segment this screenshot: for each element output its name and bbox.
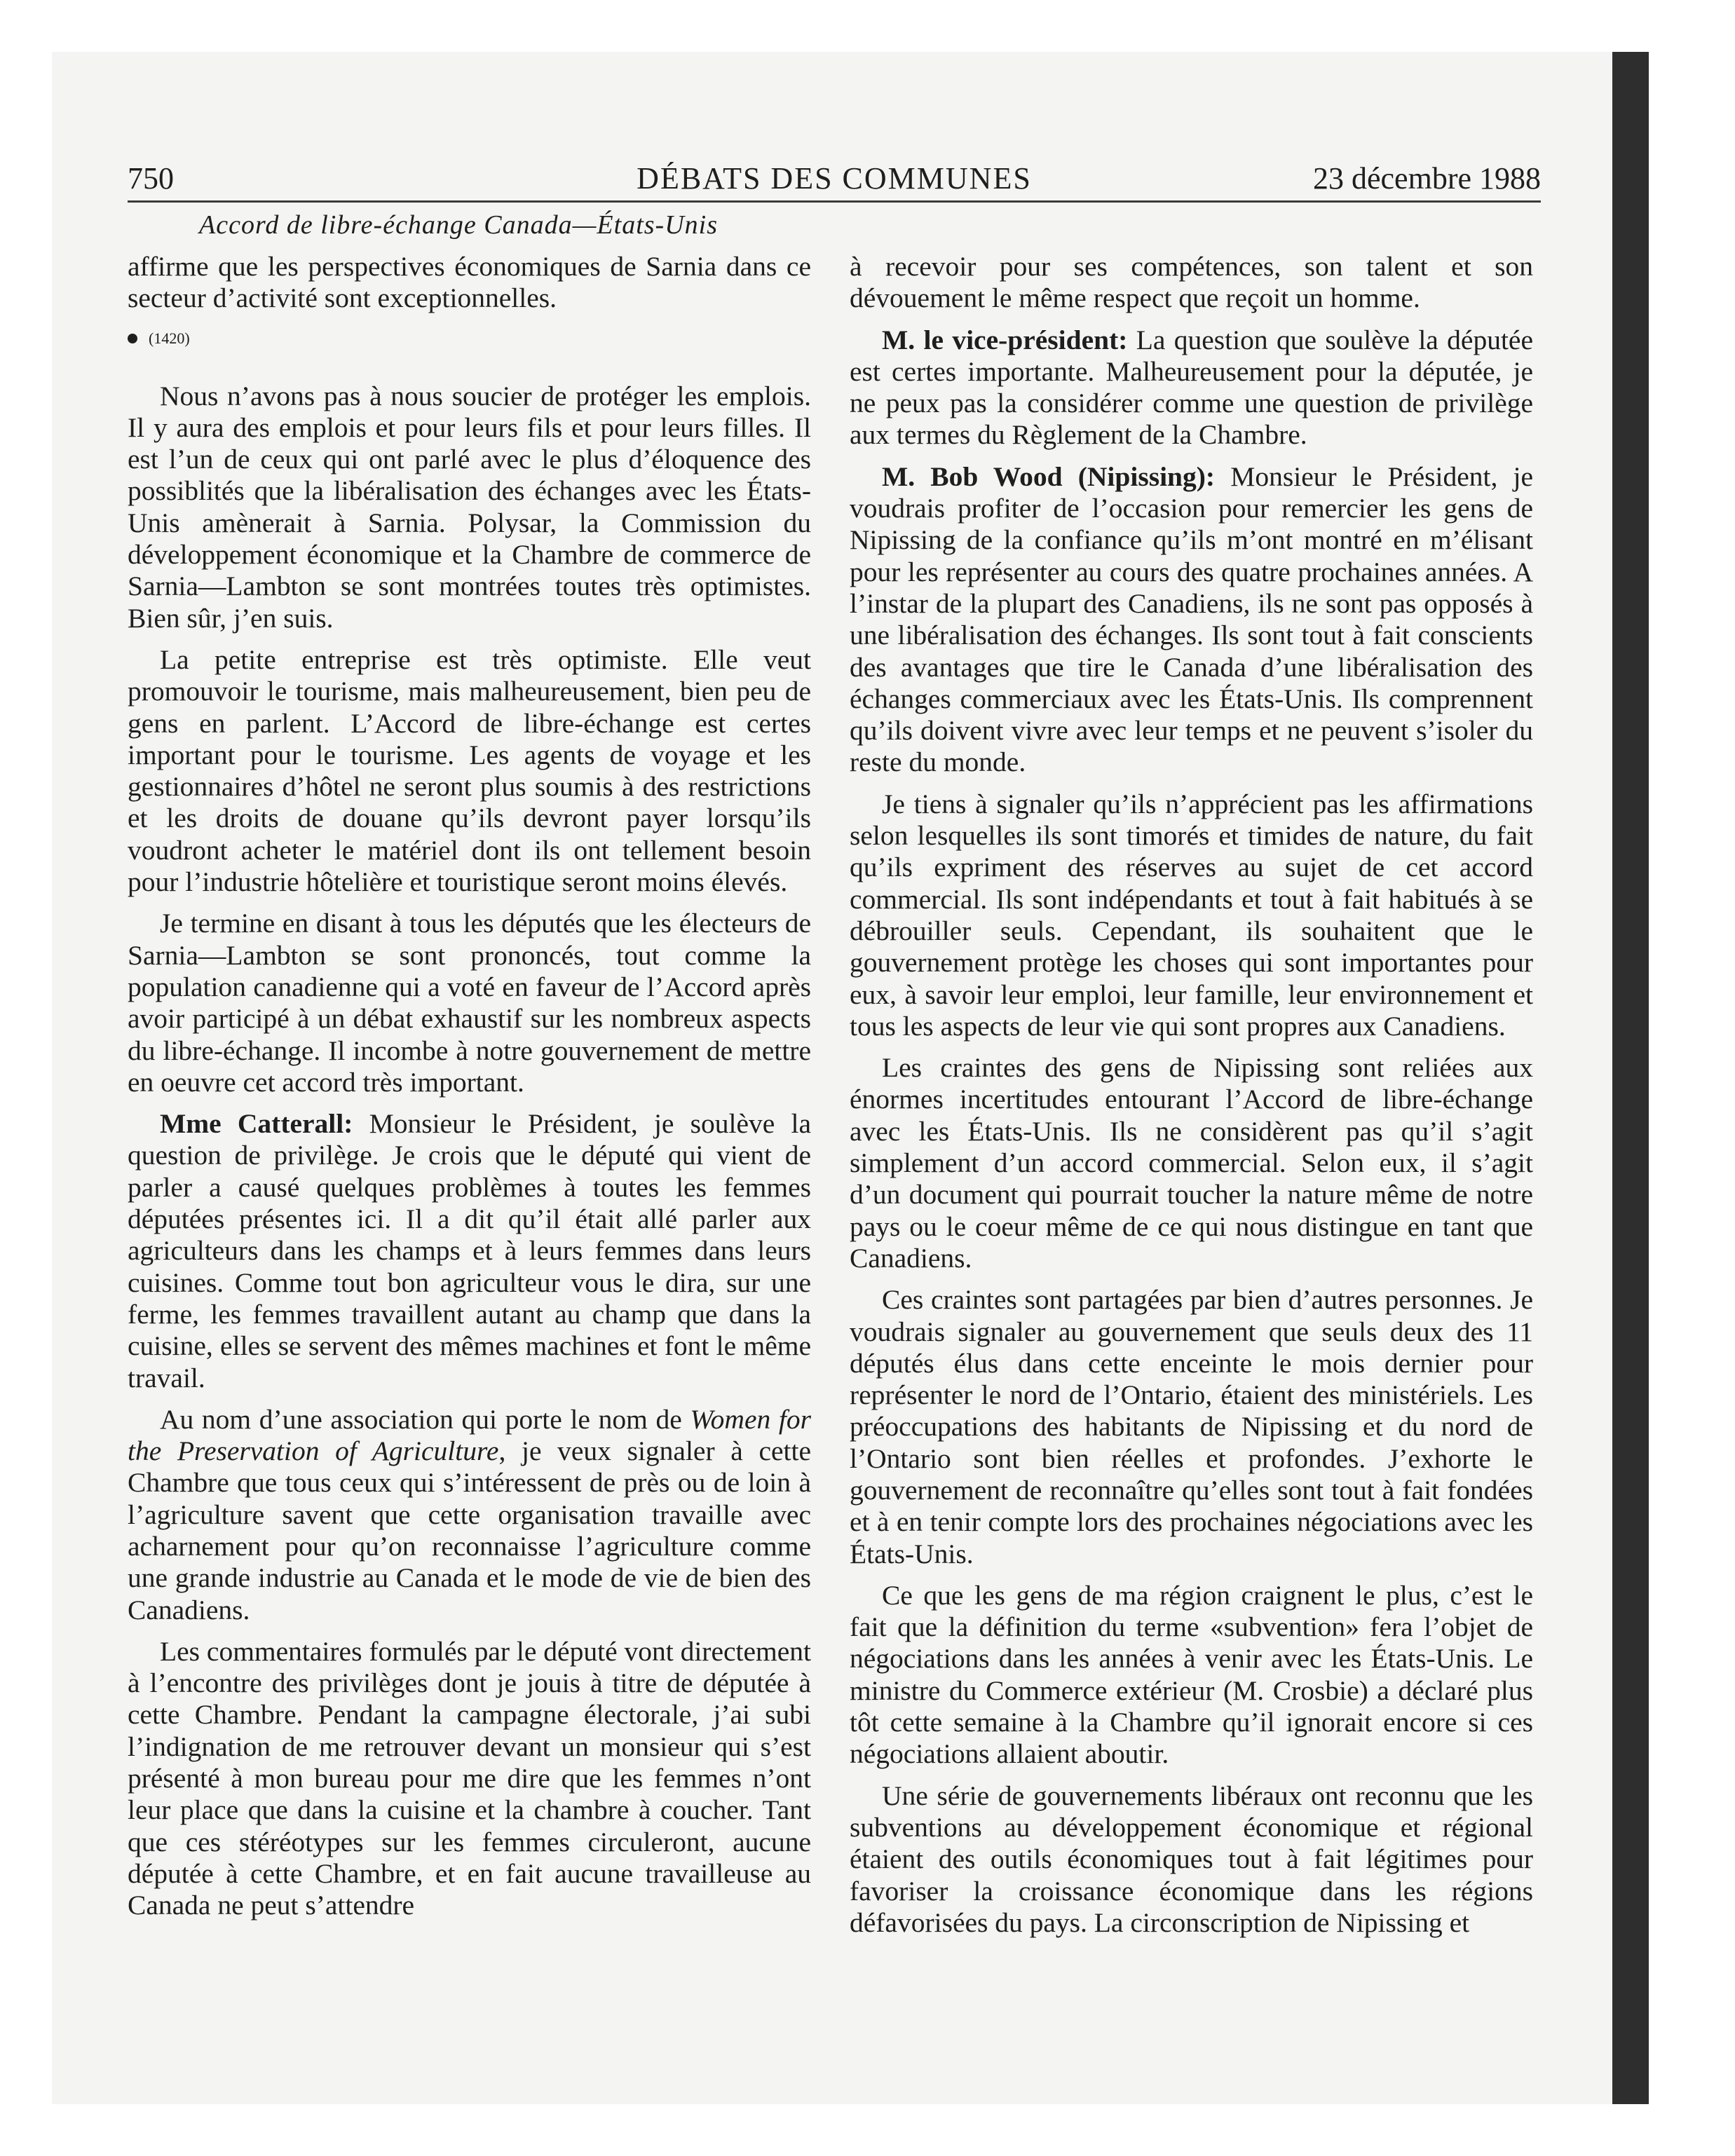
speaker-name: Mme Catterall:	[160, 1108, 353, 1140]
page-number: 750	[128, 161, 174, 196]
bullet-icon	[128, 334, 137, 343]
speech-paragraph	[850, 325, 1533, 451]
time-marker	[128, 325, 811, 353]
paragraph: La petite entreprise est très optimiste. Elle veut promouvoir le tourisme, mais malheureusement, bien peu de gens en parlent. L’Accord de libre-échange est certes important pour le tourisme. Les agents de voyage et les gestionnaires d’hôtel ne seront plus soumis à des restrictions et les droits de douane qu’ils devront payer lorsqu’ils voudront acheter le matériel dont ils ont tellement besoin pour l’industrie hôtelière et touristique seront moins élevés.	[128, 643, 811, 898]
paragraph: Je tiens à signaler qu’ils n’apprécient pas les affirmations selon lesquelles ils sont timorés et timides de nature, du fait qu’ils expriment des réserves au sujet de cet accord commercial. Ils sont indépendants et tout à fait habitués à se débrouiller seuls. Cependant, ils souhaitent que le gouvernement protège les choses qui sont importantes pour eux, à savoir leur emploi, leur famille, leur environnement et tous les aspects de leur vie qui sont propres aux Canadiens.	[850, 788, 1533, 1042]
paragraph: Les commentaires formulés par le député vont directement à l’encontre des privilèges dont je jouis à titre de députée à cette Chambre. Pendant la campagne électorale, j’ai subi l’indignation de me retrouver devant un monsieur qui s’est présenté à mon bureau pour me dire que les femmes n’ont leur place que dans la cuisine et la chambre à coucher. Tant que ces stéréotypes sur les femmes circuleront, aucune députée à cette Chambre, et en fait aucune travailleuse au Canada ne peut s’attendre	[128, 1635, 812, 1921]
speech-text: Monsieur le Président, je soulève la question de privilège. Je crois que le député qui vient de parler a causé quelques problèmes à toutes les femmes députées présentes ici. Il a dit qu’il était allé parler aux agriculteurs dans les champs et à leurs femmes dans leurs cuisines. Comme tout bon agriculteur vous le dira, sur une ferme, les femmes travaillent autant au champ que dans la cuisine, elles se servent des mêmes machines et font le même travail.	[128, 1108, 811, 1393]
issue-date: 23 décembre 1988	[1313, 161, 1541, 196]
time-marker-label: (1420)	[149, 329, 190, 347]
paragraph-text: , je veux signaler à cette Chambre que tous ceux qui s’intéressent de près ou de loin à l’agriculture savent que cette organisation travaille avec acharnement pour qu’on reconnaisse l’agriculture comme une grande industrie au Canada et le mode de vie de bien des Canadiens.	[128, 1435, 812, 1625]
speaker-name: M. Bob Wood (Nipissing):	[882, 460, 1216, 492]
paragraph-text: Au nom d’une association qui porte le nom de	[160, 1403, 690, 1435]
paragraph: à recevoir pour ses compétences, son talent et son dévouement le même respect que reçoit un homme.	[850, 251, 1533, 314]
page-header	[128, 158, 1541, 203]
speech-paragraph	[850, 461, 1533, 779]
speech-text: Monsieur le Président, je voudrais profiter de l’occasion pour remercier les gens de Nipissing de la confiance qu’ils m’ont montré en m’élisant pour les représenter au cours des quatre prochaines années. A l’instar de la plupart des Canadiens, ils ne sont pas opposés à une libéralisation des échanges. Ils sont tout à fait conscients des avantages que tire le Canada d’une libéralisation des échanges commerciaux avec les États-Unis. Ils comprennent qu’ils doivent vivre avec leur temps et ne peuvent s’isoler du reste du monde.	[850, 460, 1533, 778]
section-subtitle: Accord de libre-échange Canada—États-Unis	[199, 210, 718, 240]
paragraph: Je termine en disant à tous les députés que les électeurs de Sarnia—Lambton se sont prononcés, tout comme la population canadienne qui a voté en faveur de l’Accord après avoir participé à un débat exhaustif sur les nombreux aspects du libre-échange. Il incombe à notre gouvernement de mettre en oeuvre cet accord très important.	[128, 908, 811, 1098]
right-column	[850, 251, 1533, 1949]
paragraph	[128, 1404, 811, 1626]
speech-text: La question que soulève la députée est certes importante. Malheureusement pour la députée, je ne peux pas la considérer comme une question de privilège aux termes du Règlement de la Chambre.	[850, 324, 1533, 451]
organization-name: Women for the Preservation of Agriculture	[128, 1403, 811, 1467]
speaker-name: M. le vice-président:	[882, 324, 1128, 355]
paragraph: Nous n’avons pas à nous soucier de protéger les emplois. Il y aura des emplois et pour leurs fils et pour leurs filles. Il est l’un de ceux qui ont parlé avec le plus d’éloquence des possiblités que la libéralisation des échanges avec les États-Unis amènerait à Sarnia. Polysar, la Commission du développement économique et la Chambre de commerce de Sarnia—Lambton se sont montrées toutes très optimistes. Bien sûr, j’en suis.	[128, 380, 811, 634]
left-column	[128, 251, 811, 1932]
paragraph: Les craintes des gens de Nipissing sont reliées aux énormes incertitudes entourant l’Accord de libre-échange avec les États-Unis. Ils ne considèrent pas qu’il s’agit simplement d’un accord commercial. Selon eux, il s’agit d’un document qui pourrait toucher la nature même de notre pays ou le coeur même de ce qui nous distingue en tant que Canadiens.	[850, 1052, 1533, 1274]
paragraph: affirme que les perspectives économiques de Sarnia dans ce secteur d’activité sont exceptionnelles.	[128, 251, 811, 314]
paragraph: Une série de gouvernements libéraux ont reconnu que les subventions au développement économique et régional étaient des outils économiques tout à fait légitimes pour favoriser la croissance économique dans les régions défavorisées du pays. La circonscription de Nipissing et	[850, 1780, 1533, 1938]
scan-edge-bar	[1612, 52, 1649, 2104]
paragraph: Ce que les gens de ma région craignent le plus, c’est le fait que la définition du terme «subvention» fera l’objet de négociations dans les années à venir avec les États-Unis. Le ministre du Commerce extérieur (M. Crosbie) a déclaré plus tôt cette semaine à la Chambre qu’il ignorait encore si ces négociations allaient aboutir.	[850, 1579, 1533, 1770]
speech-paragraph	[128, 1108, 811, 1394]
journal-title: DÉBATS DES COMMUNES	[637, 161, 1032, 196]
paragraph: Ces craintes sont partagées par bien d’autres personnes. Je voudrais signaler au gouvernement que seuls deux des 11 députés élus dans cette enceinte le mois dernier pour représenter le nord de l’Ontario, étaient des ministériels. Les préoccupations des habitants de Nipissing et du nord de l’Ontario sont bien réelles et profondes. J’exhorte le gouvernement de reconnaître qu’elles sont tout à fait fondées et à en tenir compte lors des prochaines négociations avec les États-Unis.	[850, 1284, 1533, 1569]
